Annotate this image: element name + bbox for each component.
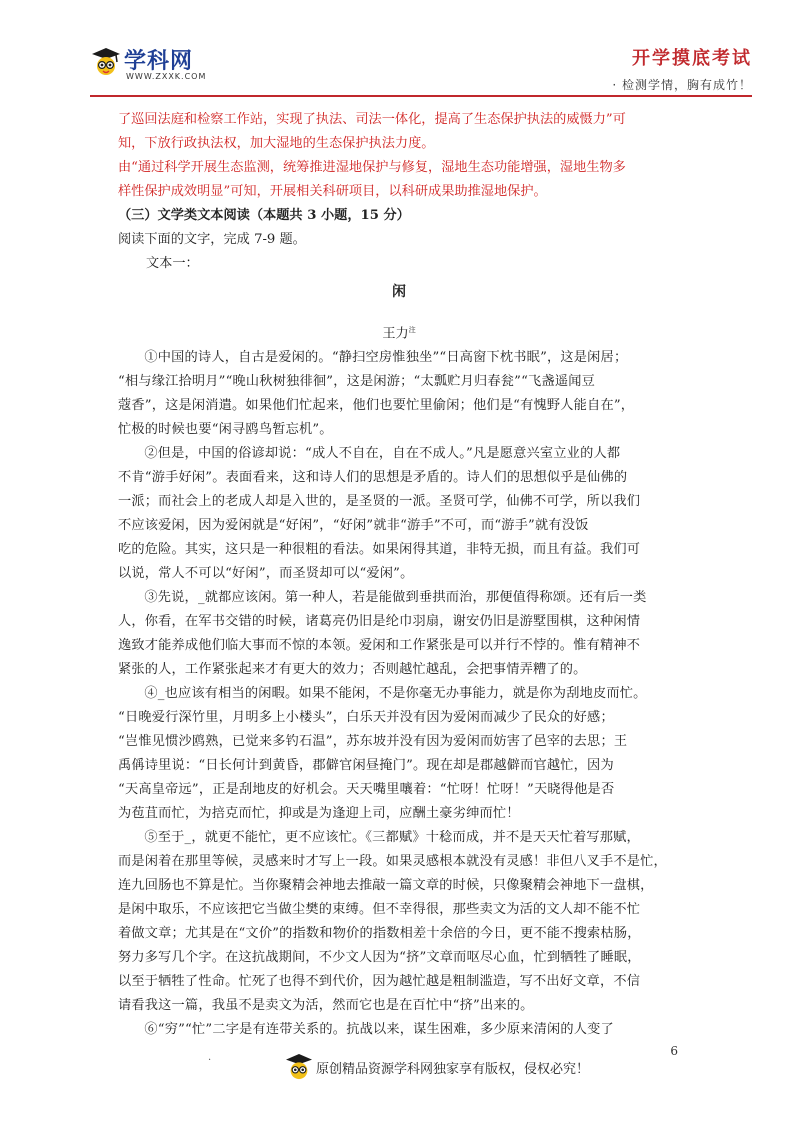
essay-line: ⑤至于_，就更不能忙，更不应该忙。《三都赋》十稔而成，并不是天天忙着写那赋， xyxy=(144,830,640,846)
essay-author xyxy=(118,318,680,346)
essay-line: “岂惟见惯沙鸥熟，已觉来多钓石温”，苏东坡并没有因为爱闲而妨害了邑宰的去思；王 xyxy=(118,734,628,750)
essay-line: ③先说，_就都应该闲。第一种人，若是能做到垂拱而治，那便值得称颂。还有后一类 xyxy=(144,590,647,606)
logo-title: 学科网 xyxy=(124,49,194,74)
brand-logo[interactable] xyxy=(92,44,242,86)
essay-line: 蔻香”，这是闲消遣。如果他们忙起来，他们也要忙里偷闲；他们是“有愧野人能自在”， xyxy=(118,398,635,414)
essay-line: 连九回肠也不算是忙。当你聚精会神地去推敲一篇文章的时候，只像聚精会神地下一盘棋， xyxy=(118,878,654,894)
author-footnote-mark: 注 xyxy=(408,326,416,334)
header-slogan-block xyxy=(612,44,752,93)
author-name: 王力 xyxy=(382,326,409,342)
text-label: 文本一： xyxy=(146,256,199,271)
essay-line: 而是闲着在那里等候，灵感来时才写上一段。如果灵感根本就没有灵感！非但八叉手不是忙， xyxy=(118,854,667,870)
essay-line: ①中国的诗人，自古是爱闲的。“静扫空房惟独坐”“日高窗下枕书眠”，这是闲居； xyxy=(144,350,628,366)
essay-line: 逸致才能养成他们临大事而不惊的本领。爱闲和工作紧张是可以并行不悖的。惟有精神不 xyxy=(118,638,641,654)
essay-line: 着做文章；尤其是在“文价”的指数和物价的指数相差十余倍的今日，更不能不搜索枯肠， xyxy=(118,926,641,942)
instruction: 阅读下面的文字，完成 7-9 题。 xyxy=(118,232,306,247)
section-heading: （三）文学类文本阅读（本题共 3 小题，15 分） xyxy=(118,208,410,223)
essay-line: 努力多写几个字。在这抗战期间，不少文人因为“挤”文章而呕尽心血，忙到牺牲了睡眠， xyxy=(118,950,641,966)
essay-line: 以至于牺牲了性命。忙死了也得不到代价，因为越忙越是粗制滥造，写不出好文章，不信 xyxy=(118,974,641,990)
answer-block xyxy=(118,108,680,204)
essay-line: 吃的危险。其实，这只是一种很粗的看法。如果闲得其道，非特无损，而且有益。我们可 xyxy=(118,542,641,558)
essay-line: 请看我这一篇，我虽不是卖文为活，然而它也是在百忙中“挤”出来的。 xyxy=(118,998,534,1014)
essay-line: ④_也应该有相当的闲暇。如果不能闲，不是你毫无办事能力，就是你为刮地皮而忙。 xyxy=(144,686,647,702)
answer-line: 样性保护成效明显”可知，开展相关科研项目，以科研成果助推湿地保护。 xyxy=(118,184,547,199)
essay-line: 以说，常人不可以“好闲”，而圣贤却可以“爱闲”。 xyxy=(118,566,414,582)
essay-line: “相与缘江拾明月”“晚山秋树独徘徊”，这是闲游；“太瓢贮月归春瓮”“飞盏遥闻豆 xyxy=(118,374,595,390)
essay-line: 忙极的时候也要“闲寻鸥鸟暂忘机”。 xyxy=(118,422,333,438)
essay-line: 紧张的人，工作紧张起来才有更大的效力；否则越忙越乱，会把事情弄糟了的。 xyxy=(118,662,587,678)
essay-line: ②但是，中国的俗谚却说：“成人不自在，自在不成人。”凡是愿意兴室立业的人都 xyxy=(144,446,621,462)
essay-line: 为苞苴而忙，为掊克而忙，抑或是为逢迎上司，应酬土豪劣绅而忙！ xyxy=(118,806,520,822)
essay-line: 禹偁诗里说：“日长何计到黄昏，郡僻官闲昼掩门”。现在却是郡越僻而官越忙，因为 xyxy=(118,758,614,774)
footer-dot: . xyxy=(208,1052,212,1063)
copyright-notice: 原创精品资源学科网独家享有版权，侵权必究！ xyxy=(316,1062,590,1077)
essay-line: “日晚爱行深竹里，月明多上小楼头”，白乐天并没有因为爱闲而减少了民众的好感； xyxy=(118,710,614,726)
essay-body xyxy=(118,346,680,1042)
owl-icon xyxy=(286,1054,312,1080)
header-slogan: 开学摸底考试 xyxy=(632,48,752,69)
essay-title: 闲 xyxy=(392,284,406,300)
essay-line: “天高皇帝远”，正是刮地皮的好机会。天天嘴里嚷着：“忙呀！忙呀！”天晓得他是否 xyxy=(118,782,615,798)
header-subtitle: · 检测学情，胸有成竹！ xyxy=(612,78,752,92)
answer-line: 知，下放行政执法权，加大湿地的生态保护执法力度。 xyxy=(118,136,435,151)
header-divider xyxy=(90,95,752,97)
essay-line: 不肯“游手好闲”。表面看来，这和诗人们的思想是矛盾的。诗人们的思想似乎是仙佛的 xyxy=(118,470,628,486)
answer-line: 由“通过科学开展生态监测，统筹推进湿地保护与修复，湿地生态功能增强，湿地生物多 xyxy=(118,160,626,175)
essay-line: 不应该爱闲，因为爱闲就是“好闲”，“好闲”就非“游手”不可，而“游手”就有没饭 xyxy=(118,518,589,534)
logo-url: WWW.ZXXK.COM xyxy=(126,72,207,81)
document-content xyxy=(118,108,680,1042)
answer-line: 了巡回法庭和检察工作站，实现了执法、司法一体化，提高了生态保护执法的威慑力”可 xyxy=(118,112,626,127)
footer xyxy=(0,1054,800,1084)
owl-icon xyxy=(92,48,120,76)
page-number: 6 xyxy=(670,1044,678,1058)
essay-line: 人，你看，在军书交错的时候，诸葛亮仍旧是纶巾羽扇，谢安仍旧是游墅围棋，这种闲情 xyxy=(118,614,641,630)
essay-line: 一派；而社会上的老成人却是入世的，是圣贤的一派。圣贤可学，仙佛不可学，所以我们 xyxy=(118,494,641,510)
essay-line: 是闲中取乐，不应该把它当做尘樊的束缚。但不幸得很，那些卖文为活的文人却不能不忙 xyxy=(118,902,641,918)
essay-line: ⑥“穷”“忙”二字是有连带关系的。抗战以来，谋生困难，多少原来清闲的人变了 xyxy=(144,1022,614,1038)
